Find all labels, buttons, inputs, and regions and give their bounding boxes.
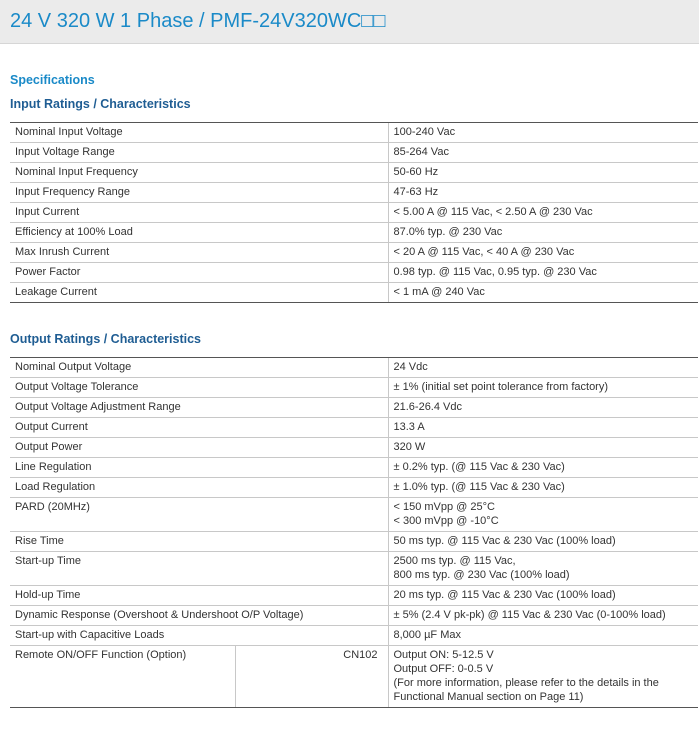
table-row — [10, 263, 698, 283]
spec-value-line: ± 1.0% typ. (@ 115 Vac & 230 Vac) — [393, 481, 565, 493]
spec-label: Remote ON/OFF Function (Option) — [10, 646, 235, 708]
spec-value-line: 2500 ms typ. @ 115 Vac, — [393, 555, 516, 567]
input-section-title: Input Ratings / Characteristics — [10, 97, 191, 111]
spec-value: 87.0% typ. @ 230 Vac — [388, 223, 698, 243]
spec-label: Input Frequency Range — [10, 183, 388, 203]
spec-value — [388, 626, 698, 646]
spec-label: Load Regulation — [10, 478, 388, 498]
spec-value — [388, 586, 698, 606]
spec-value — [388, 646, 698, 708]
spec-label: Input Voltage Range — [10, 143, 388, 163]
spec-label: Rise Time — [10, 532, 388, 552]
spec-value — [388, 378, 698, 398]
spec-value-line: 8,000 µF Max — [393, 629, 461, 641]
spec-value-line: ± 0.2% typ. (@ 115 Vac & 230 Vac) — [393, 461, 565, 473]
spec-value — [388, 552, 698, 586]
spec-value — [388, 438, 698, 458]
table-row — [10, 586, 698, 606]
spec-value-line: 24 Vdc — [393, 361, 428, 373]
spec-value — [388, 418, 698, 438]
output-ratings-table — [10, 357, 698, 708]
spec-label: Output Voltage Tolerance — [10, 378, 388, 398]
title-bar — [0, 0, 699, 44]
spec-value-line: Output OFF: 0-0.5 V — [393, 663, 494, 675]
spec-label: Nominal Input Frequency — [10, 163, 388, 183]
spec-value: < 5.00 A @ 115 Vac, < 2.50 A @ 230 Vac — [388, 203, 698, 223]
spec-label: Dynamic Response (Overshoot & Undershoot O/P Voltage) — [10, 606, 388, 626]
table-row — [10, 418, 698, 438]
spec-value — [388, 458, 698, 478]
spec-label: Max Inrush Current — [10, 243, 388, 263]
spec-label: Power Factor — [10, 263, 388, 283]
spec-value: 47-63 Hz — [388, 183, 698, 203]
spec-label: Nominal Output Voltage — [10, 358, 388, 378]
specifications-heading: Specifications — [10, 73, 95, 87]
spec-label: Output Power — [10, 438, 388, 458]
spec-value: < 1 mA @ 240 Vac — [388, 283, 698, 303]
spec-value-line: 320 W — [393, 441, 426, 453]
table-row — [10, 283, 698, 303]
table-row — [10, 478, 698, 498]
table-row — [10, 606, 698, 626]
spec-value-line: Output ON: 5-12.5 V — [393, 649, 494, 661]
spec-value-line: 800 ms typ. @ 230 Vac (100% load) — [393, 569, 570, 581]
page-title: 24 V 320 W 1 Phase / PMF-24V320WC□□ — [10, 10, 386, 32]
spec-value-line: ± 5% (2.4 V pk-pk) @ 115 Vac & 230 Vac (0-100% load) — [393, 609, 666, 621]
spec-value — [388, 478, 698, 498]
spec-value-line: < 300 mVpp @ -10°C — [393, 515, 499, 527]
table-row — [10, 223, 698, 243]
spec-value-line: 20 ms typ. @ 115 Vac & 230 Vac (100% load) — [393, 589, 616, 601]
spec-label: Start-up Time — [10, 552, 388, 586]
spec-value — [388, 606, 698, 626]
spec-value — [388, 532, 698, 552]
table-row — [10, 163, 698, 183]
spec-label: Start-up with Capacitive Loads — [10, 626, 388, 646]
spec-value-line: 21.6-26.4 Vdc — [393, 401, 462, 413]
spec-value — [388, 498, 698, 532]
table-row — [10, 183, 698, 203]
spec-label: Efficiency at 100% Load — [10, 223, 388, 243]
spec-label: Leakage Current — [10, 283, 388, 303]
spec-value-line: 50 ms typ. @ 115 Vac & 230 Vac (100% load) — [393, 535, 616, 547]
table-row — [10, 123, 698, 143]
spec-label: PARD (20MHz) — [10, 498, 388, 532]
spec-label: Output Voltage Adjustment Range — [10, 398, 388, 418]
table-row-remote — [10, 646, 698, 708]
spec-label: Line Regulation — [10, 458, 388, 478]
spec-value: 50-60 Hz — [388, 163, 698, 183]
spec-value: < 20 A @ 115 Vac, < 40 A @ 230 Vac — [388, 243, 698, 263]
table-row — [10, 203, 698, 223]
spec-value — [388, 398, 698, 418]
spec-value: 0.98 typ. @ 115 Vac, 0.95 typ. @ 230 Vac — [388, 263, 698, 283]
spec-value-line: 13.3 A — [393, 421, 425, 433]
table-row — [10, 532, 698, 552]
table-row — [10, 498, 698, 532]
table-row — [10, 458, 698, 478]
table-row — [10, 143, 698, 163]
table-row — [10, 626, 698, 646]
table-row — [10, 243, 698, 263]
spec-label: Output Current — [10, 418, 388, 438]
input-ratings-table — [10, 122, 698, 303]
spec-value: 85-264 Vac — [388, 143, 698, 163]
table-row — [10, 358, 698, 378]
spec-label: Hold-up Time — [10, 586, 388, 606]
spec-value-line: (For more information, please refer to the details in the — [393, 677, 659, 689]
spec-sublabel: CN102 — [235, 646, 388, 708]
spec-value — [388, 358, 698, 378]
spec-value-line: ± 1% (initial set point tolerance from factory) — [393, 381, 609, 393]
table-row — [10, 552, 698, 586]
spec-label: Nominal Input Voltage — [10, 123, 388, 143]
spec-label: Input Current — [10, 203, 388, 223]
spec-value: 100-240 Vac — [388, 123, 698, 143]
table-row — [10, 438, 698, 458]
table-row — [10, 398, 698, 418]
output-section-title: Output Ratings / Characteristics — [10, 332, 202, 346]
table-row — [10, 378, 698, 398]
spec-value-line: Functional Manual section on Page 11) — [393, 691, 584, 703]
spec-value-line: < 150 mVpp @ 25°C — [393, 501, 495, 513]
content — [0, 44, 699, 708]
